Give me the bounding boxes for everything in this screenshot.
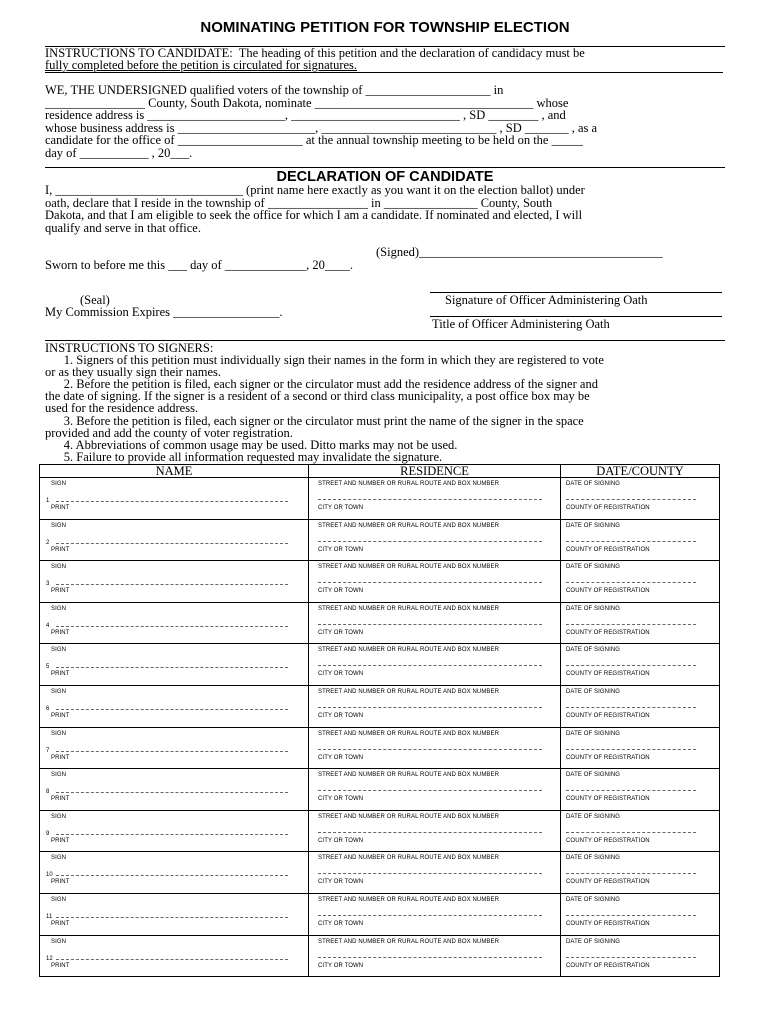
county-label: COUNTY OF REGISTRATION [566, 671, 650, 678]
city-label: CITY OR TOWN [318, 962, 364, 969]
street-label: STREET AND NUMBER OR RURAL ROUTE AND BOX NUMBER [318, 481, 500, 487]
row-number: 9 [46, 830, 50, 837]
name-cell[interactable] [40, 519, 309, 561]
name-cell[interactable] [40, 893, 309, 935]
print-label: PRINT [51, 837, 70, 844]
date-label: DATE OF SIGNING [566, 938, 621, 945]
county-label: COUNTY OF REGISTRATION [566, 546, 650, 553]
county-label: COUNTY OF REGISTRATION [566, 962, 650, 969]
print-label: PRINT [51, 505, 70, 511]
county-label: COUNTY OF REGISTRATION [566, 712, 650, 719]
divider [45, 167, 725, 168]
street-label: STREET AND NUMBER OR RURAL ROUTE AND BOX NUMBER [318, 813, 500, 820]
street-line [318, 832, 542, 833]
date-county-cell[interactable] [561, 644, 720, 686]
sign-label: SIGN [51, 481, 67, 487]
sign-label: SIGN [51, 522, 67, 529]
header-date-county: DATE/COUNTY [561, 465, 720, 478]
instructions-candidate-line1: INSTRUCTIONS TO CANDIDATE: The heading of this petition and the declaration of candidacy must be [45, 46, 585, 60]
signers-heading: INSTRUCTIONS TO SIGNERS: [45, 341, 214, 355]
date-line [566, 790, 696, 791]
street-label: STREET AND NUMBER OR RURAL ROUTE AND BOX NUMBER [318, 647, 500, 654]
signature-rows [40, 478, 720, 977]
sign-label: SIGN [51, 938, 67, 945]
signers-instruction: used for the residence address. [45, 401, 199, 415]
sign-label: SIGN [51, 855, 67, 862]
street-label: STREET AND NUMBER OR RURAL ROUTE AND BOX NUMBER [318, 855, 500, 862]
city-label: CITY OR TOWN [318, 754, 364, 761]
page-title: NOMINATING PETITION FOR TOWNSHIP ELECTION [200, 19, 570, 36]
date-county-cell[interactable] [561, 685, 720, 727]
street-line [318, 915, 542, 916]
table-row [40, 810, 720, 852]
street-line [318, 873, 542, 874]
table-row [40, 478, 720, 520]
date-county-cell[interactable] [561, 810, 720, 852]
undersigned-line1: WE, THE UNDERSIGNED qualified voters of the township of ____________________ in [45, 83, 504, 97]
sign-line [56, 584, 288, 585]
declaration-line3: Dakota, and that I am eligible to seek the office for which I am a candidate. If nominated and elected, I will [45, 208, 583, 222]
street-line [318, 624, 542, 625]
date-line [566, 624, 696, 625]
county-label: COUNTY OF REGISTRATION [566, 920, 650, 927]
county-label: COUNTY OF REGISTRATION [566, 837, 650, 844]
name-cell[interactable] [40, 810, 309, 852]
city-label: CITY OR TOWN [318, 588, 364, 595]
instructions-candidate-line2: fully completed before the petition is circulated for signatures. [45, 58, 358, 72]
signers-instruction: 4. Abbreviations of common usage may be used. Ditto marks may not be used. [45, 438, 458, 452]
residence-cell[interactable] [309, 519, 561, 561]
date-label: DATE OF SIGNING [566, 481, 621, 487]
name-cell[interactable] [40, 727, 309, 769]
city-label: CITY OR TOWN [318, 546, 364, 553]
date-label: DATE OF SIGNING [566, 605, 621, 612]
table-row [40, 685, 720, 727]
header-name: NAME [40, 465, 309, 478]
date-line [566, 499, 696, 500]
table-row [40, 769, 720, 811]
date-label: DATE OF SIGNING [566, 730, 621, 737]
date-county-cell[interactable] [561, 852, 720, 894]
row-number: 2 [46, 539, 50, 546]
date-line [566, 541, 696, 542]
sign-label: SIGN [51, 647, 67, 654]
street-label: STREET AND NUMBER OR RURAL ROUTE AND BOX NUMBER [318, 688, 500, 695]
name-cell[interactable] [40, 935, 309, 977]
street-label: STREET AND NUMBER OR RURAL ROUTE AND BOX NUMBER [318, 605, 500, 612]
city-label: CITY OR TOWN [318, 879, 364, 886]
row-number: 10 [46, 872, 53, 879]
residence-cell[interactable] [309, 644, 561, 686]
street-line [318, 541, 542, 542]
date-county-cell[interactable] [561, 893, 720, 935]
date-county-cell[interactable] [561, 727, 720, 769]
seal-label: (Seal) [80, 293, 110, 307]
date-label: DATE OF SIGNING [566, 564, 621, 571]
undersigned-line5: candidate for the office of ____________________ at the annual township meeting to be held on the _____ [45, 133, 583, 147]
sign-line [56, 626, 288, 627]
declaration-line2: oath, declare that I reside in the township of ________________ in _______________ County, South [45, 195, 553, 210]
undersigned-line6: day of ___________ , 20___. [45, 145, 193, 160]
officer-signature-label: Signature of Officer Administering Oath [445, 293, 648, 307]
county-label: COUNTY OF REGISTRATION [566, 505, 650, 511]
date-label: DATE OF SIGNING [566, 688, 621, 695]
table-row [40, 602, 720, 644]
date-line [566, 832, 696, 833]
table-row [40, 935, 720, 977]
residence-cell[interactable] [309, 893, 561, 935]
city-label: CITY OR TOWN [318, 629, 364, 636]
sign-line [56, 751, 288, 752]
print-label: PRINT [51, 546, 70, 553]
signed-line: (Signed)_______________________________________ [376, 245, 663, 259]
signers-instruction: provided and add the county of voter registration. [45, 426, 293, 440]
row-number: 5 [46, 664, 50, 671]
residence-cell[interactable] [309, 561, 561, 603]
county-label: COUNTY OF REGISTRATION [566, 588, 650, 595]
declaration-title: DECLARATION OF CANDIDATE [276, 169, 494, 185]
street-line [318, 707, 542, 708]
date-county-cell[interactable] [561, 561, 720, 603]
table-row [40, 519, 720, 561]
name-cell[interactable] [40, 561, 309, 603]
sign-line [56, 875, 288, 876]
sign-label: SIGN [51, 772, 67, 779]
street-label: STREET AND NUMBER OR RURAL ROUTE AND BOX NUMBER [318, 522, 500, 529]
sign-label: SIGN [51, 896, 67, 903]
street-label: STREET AND NUMBER OR RURAL ROUTE AND BOX NUMBER [318, 730, 500, 737]
residence-cell[interactable] [309, 478, 561, 520]
sign-line [56, 792, 288, 793]
name-cell[interactable] [40, 644, 309, 686]
street-label: STREET AND NUMBER OR RURAL ROUTE AND BOX NUMBER [318, 564, 500, 571]
sign-line [56, 501, 288, 502]
signature-table [39, 464, 720, 977]
name-cell[interactable] [40, 602, 309, 644]
row-number: 4 [46, 622, 50, 629]
signers-instruction: the date of signing. If the signer is a resident of a second or third class municipality, a post office box may be [45, 389, 590, 403]
declaration-line1: I, ______________________________ (print name here exactly as you want it on the election ballot) under [45, 183, 585, 197]
county-label: COUNTY OF REGISTRATION [566, 629, 650, 636]
signers-instruction: 2. Before the petition is filed, each signer or the circulator must add the residence address of the signer and [45, 377, 598, 391]
table-row [40, 727, 720, 769]
residence-cell[interactable] [309, 852, 561, 894]
table-row [40, 644, 720, 686]
sign-line [56, 709, 288, 710]
residence-cell[interactable] [309, 685, 561, 727]
date-label: DATE OF SIGNING [566, 522, 621, 529]
city-label: CITY OR TOWN [318, 505, 364, 511]
street-label: STREET AND NUMBER OR RURAL ROUTE AND BOX NUMBER [318, 896, 500, 903]
city-label: CITY OR TOWN [318, 796, 364, 803]
county-label: COUNTY OF REGISTRATION [566, 879, 650, 886]
residence-cell[interactable] [309, 727, 561, 769]
date-label: DATE OF SIGNING [566, 813, 621, 820]
street-label: STREET AND NUMBER OR RURAL ROUTE AND BOX NUMBER [318, 938, 500, 945]
name-cell[interactable] [40, 478, 309, 520]
print-label: PRINT [51, 920, 70, 927]
declaration-line4: qualify and serve in that office. [45, 220, 201, 235]
date-county-cell[interactable] [561, 935, 720, 977]
date-line [566, 665, 696, 666]
sign-label: SIGN [51, 813, 67, 820]
street-line [318, 582, 542, 583]
print-label: PRINT [51, 629, 70, 636]
street-line [318, 499, 542, 500]
date-county-cell[interactable] [561, 519, 720, 561]
undersigned-line2: ________________ County, South Dakota, nominate ___________________________________ whose [45, 95, 569, 110]
sign-label: SIGN [51, 564, 67, 571]
print-label: PRINT [51, 962, 70, 969]
row-number: 3 [46, 581, 50, 588]
date-line [566, 749, 696, 750]
city-label: CITY OR TOWN [318, 712, 364, 719]
city-label: CITY OR TOWN [318, 920, 364, 927]
row-number: 6 [46, 705, 50, 712]
row-number: 11 [46, 913, 53, 920]
table-row [40, 893, 720, 935]
table-row [40, 561, 720, 603]
sign-line [56, 834, 288, 835]
signers-instruction: 5. Failure to provide all information requested may invalidate the signature. [45, 450, 443, 464]
street-line [318, 957, 542, 958]
print-label: PRINT [51, 796, 70, 803]
print-label: PRINT [51, 671, 70, 678]
sign-line [56, 917, 288, 918]
row-number: 12 [46, 955, 53, 962]
county-label: COUNTY OF REGISTRATION [566, 754, 650, 761]
date-line [566, 957, 696, 958]
print-label: PRINT [51, 879, 70, 886]
officer-title-label: Title of Officer Administering Oath [432, 317, 610, 331]
street-line [318, 665, 542, 666]
signers-instruction: 1. Signers of this petition must individually sign their names in the form in which they are registered to vote [45, 353, 604, 367]
sign-line [56, 959, 288, 960]
sign-label: SIGN [51, 730, 67, 737]
residence-cell[interactable] [309, 935, 561, 977]
residence-cell[interactable] [309, 810, 561, 852]
sign-line [56, 667, 288, 668]
undersigned-line3: residence address is ______________________, ___________________________ , SD ________ , and [45, 108, 566, 122]
name-cell[interactable] [40, 769, 309, 811]
date-county-cell[interactable] [561, 602, 720, 644]
name-cell[interactable] [40, 852, 309, 894]
divider [45, 72, 723, 73]
date-line [566, 873, 696, 874]
name-cell[interactable] [40, 685, 309, 727]
date-label: DATE OF SIGNING [566, 647, 621, 654]
sign-label: SIGN [51, 688, 67, 695]
sign-line [56, 543, 288, 544]
sworn-line: Sworn to before me this ___ day of _____________, 20____. [45, 258, 353, 272]
header-residence: RESIDENCE [309, 465, 561, 478]
row-number: 8 [46, 789, 50, 796]
city-label: CITY OR TOWN [318, 671, 364, 678]
undersigned-line4: whose business address is ______________________, ____________________________ , SD _______ , as a [45, 120, 598, 135]
print-label: PRINT [51, 588, 70, 595]
residence-cell[interactable] [309, 769, 561, 811]
date-label: DATE OF SIGNING [566, 772, 621, 779]
print-label: PRINT [51, 754, 70, 761]
date-line [566, 915, 696, 916]
print-label: PRINT [51, 712, 70, 719]
county-label: COUNTY OF REGISTRATION [566, 796, 650, 803]
street-label: STREET AND NUMBER OR RURAL ROUTE AND BOX NUMBER [318, 772, 500, 779]
table-row [40, 852, 720, 894]
date-label: DATE OF SIGNING [566, 855, 621, 862]
row-number: 1 [46, 498, 50, 504]
date-county-cell[interactable] [561, 769, 720, 811]
signers-instruction: 3. Before the petition is filed, each signer or the circulator must print the name of the signer in the space [45, 414, 584, 428]
city-label: CITY OR TOWN [318, 837, 364, 844]
date-label: DATE OF SIGNING [566, 896, 621, 903]
residence-cell[interactable] [309, 602, 561, 644]
street-line [318, 790, 542, 791]
commission-line: My Commission Expires _________________. [45, 305, 283, 319]
street-line [318, 749, 542, 750]
date-line [566, 707, 696, 708]
signers-instruction: or as they usually sign their names. [45, 365, 222, 379]
date-line [566, 582, 696, 583]
date-county-cell[interactable] [561, 478, 720, 520]
sign-label: SIGN [51, 605, 67, 612]
row-number: 7 [46, 747, 50, 754]
